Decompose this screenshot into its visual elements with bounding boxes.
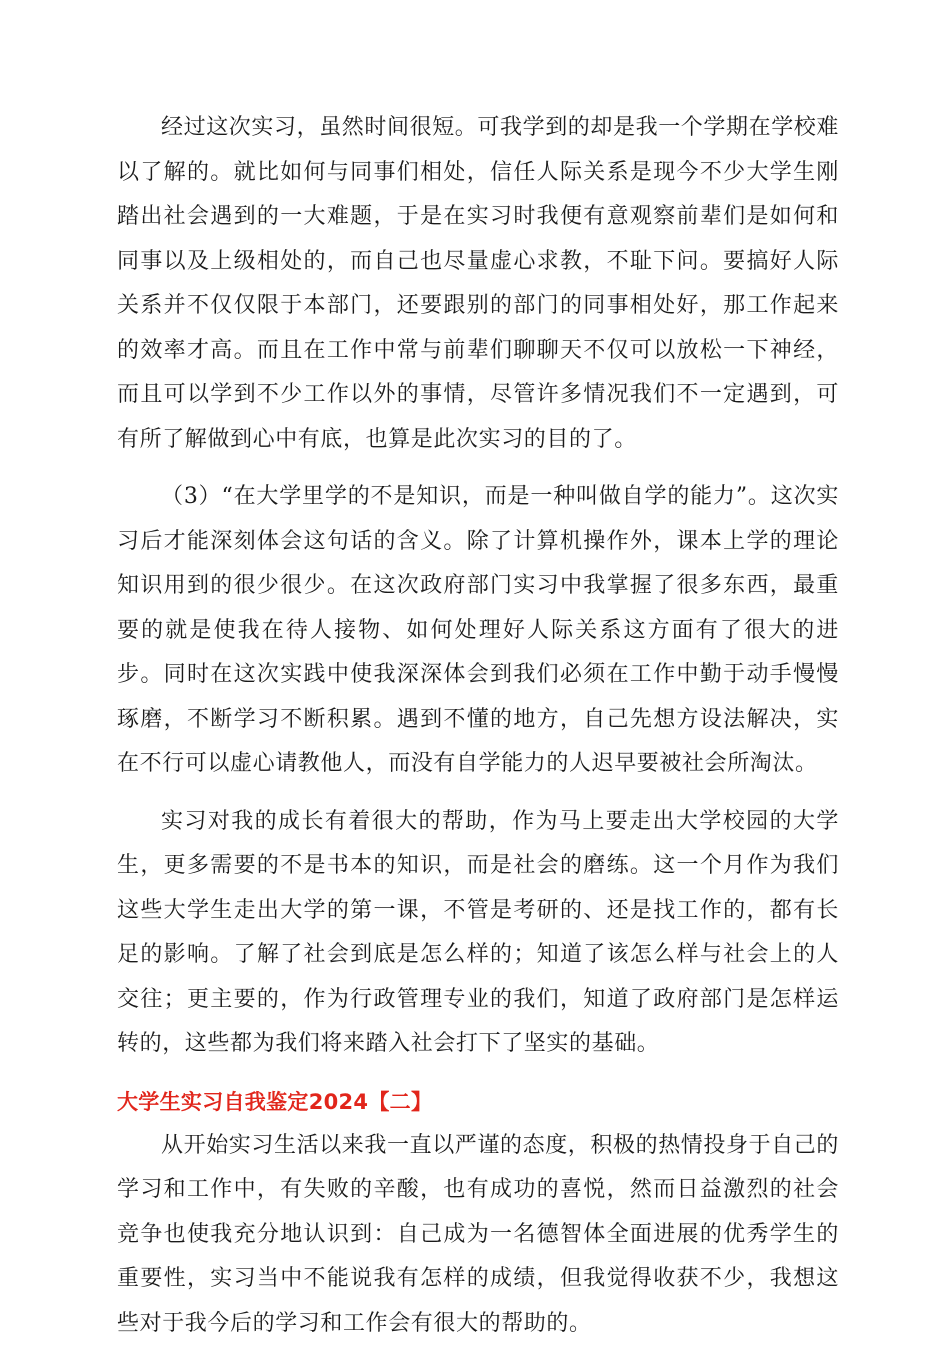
paragraph-growth: 实习对我的成长有着很大的帮助，作为马上要走出大学校园的大学生，更多需要的不是书本的知识，而是社会的磨练。这一个月作为我们这些大学生走出大学的第一课，不管是考研的、还是找工作的，都有长足的影响。了解了社会到底是怎么样的；知道了该怎么样与社会上的人交往；更主要的，作为行政管理专业的我们，知道了政府部门是怎样运转的，这些都为我们将来踏入社会打下了坚实的基础。 [117, 800, 839, 1067]
section-heading: 大学生实习自我鉴定2024【二】 [117, 1080, 839, 1124]
paragraph-self-learning: （3）“在大学里学的不是知识，而是一种叫做自学的能力”。这次实习后才能深刻体会这句话的含义。除了计算机操作外，课本上学的理论知识用到的很少很少。在这次政府部门实习中我掌握了很多东西，最重要的就是使我在待人接物、如何处理好人际关系这方面有了很大的进步。同时在这次实践中使我深深体会到我们必须在工作中勤于动手慢慢琢磨，不断学习不断积累。遇到不懂的地方，自己先想方设法解决，实在不行可以虚心请教他人，而没有自学能力的人迟早要被社会所淘汰。 [117, 475, 839, 787]
document-body [117, 106, 839, 1346]
paragraph-interpersonal-relations: 经过这次实习，虽然时间很短。可我学到的却是我一个学期在学校难以了解的。就比如何与同事们相处，信任人际关系是现今不少大学生刚踏出社会遇到的一大难题，于是在实习时我便有意观察前辈们是如何和同事以及上级相处的，而自己也尽量虚心求教，不耻下问。要搞好人际关系并不仅仅限于本部门，还要跟别的部门的同事相处好，那工作起来的效率才高。而且在工作中常与前辈们聊聊天不仅可以放松一下神经，而且可以学到不少工作以外的事情，尽管许多情况我们不一定遇到，可有所了解做到心中有底，也算是此次实习的目的了。 [117, 106, 839, 462]
paragraph-attitude: 从开始实习生活以来我一直以严谨的态度，积极的热情投身于自己的学习和工作中，有失败的辛酸，也有成功的喜悦，然而日益激烈的社会竞争也使我充分地认识到：自己成为一名德智体全面进展的优秀学生的重要性，实习当中不能说我有怎样的成绩，但我觉得收获不少，我想这些对于我今后的学习和工作会有很大的帮助的。 [117, 1124, 839, 1346]
